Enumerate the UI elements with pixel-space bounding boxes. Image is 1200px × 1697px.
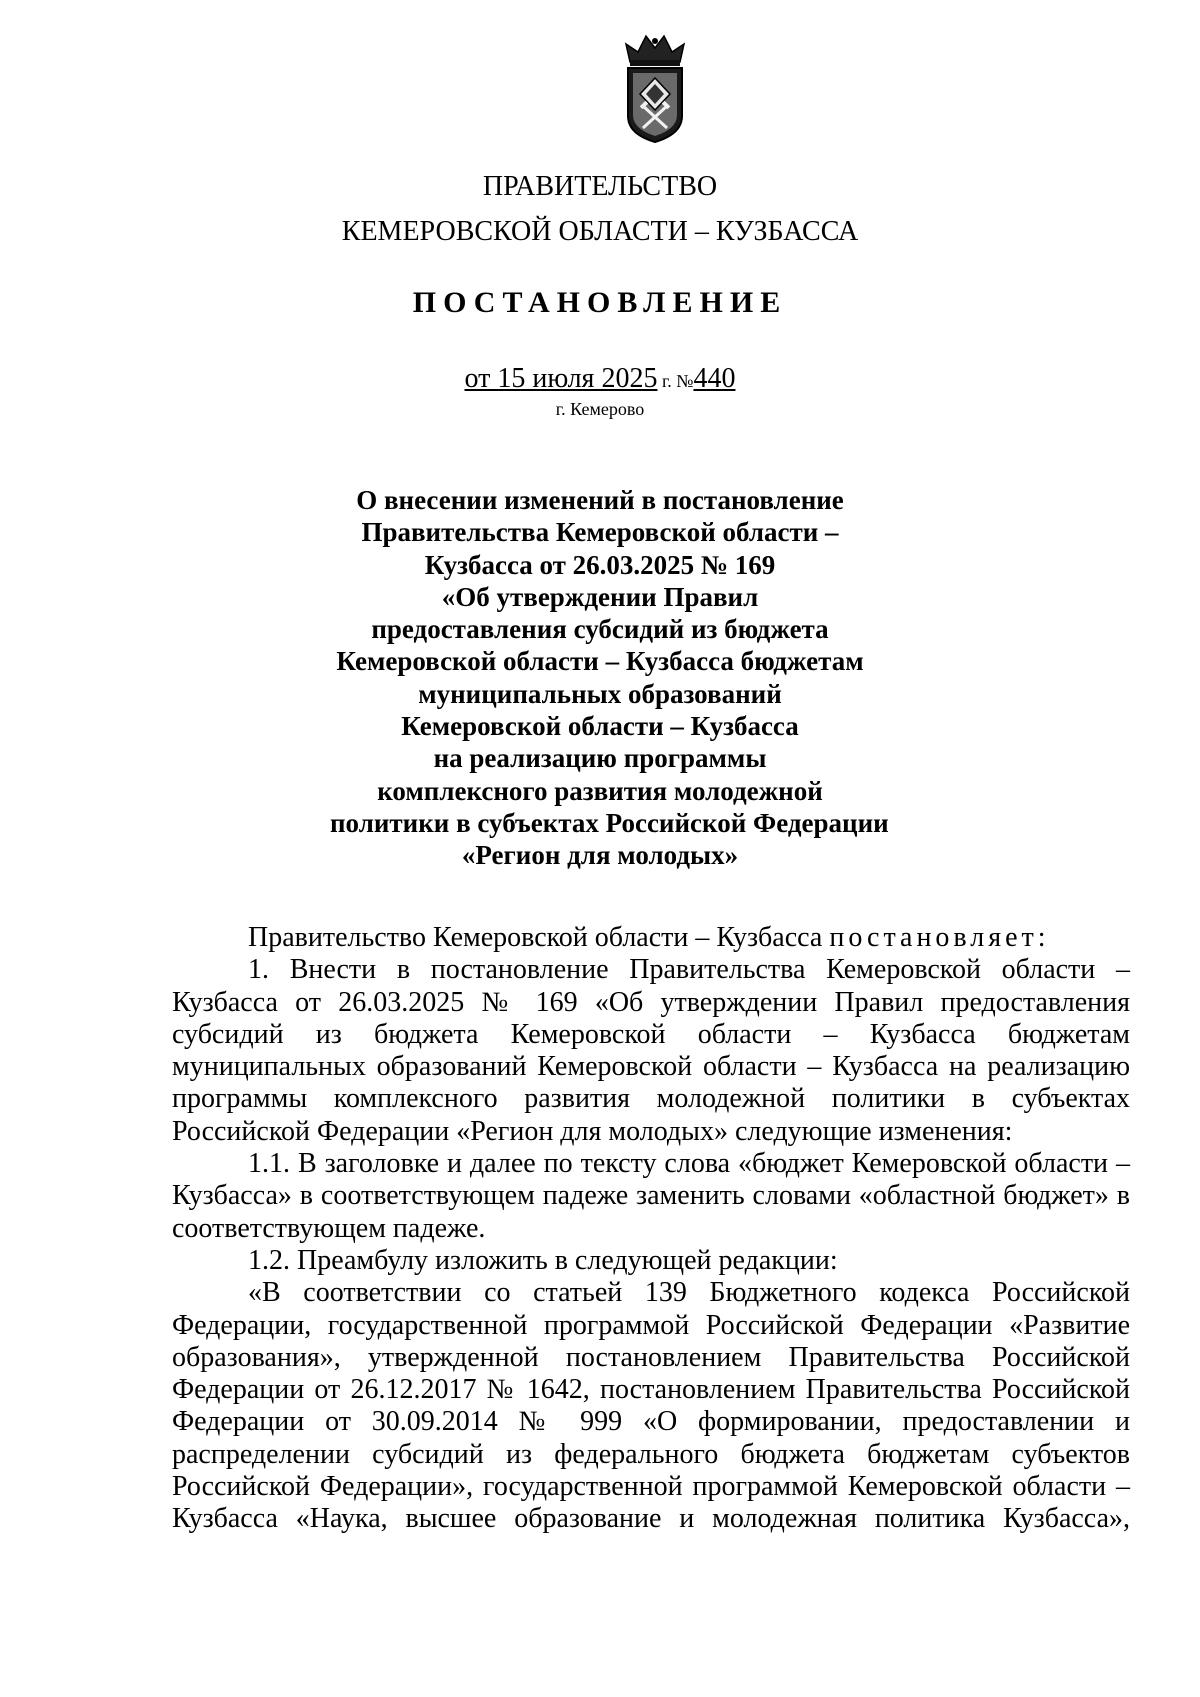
intro-text: Правительство Кемеровской области – Кузбасса <box>248 922 830 953</box>
paragraph-1-1: 1.1. В заголовке и далее по тексту слова «бюджет Кемеровской области – Кузбасса» в соответствующем падеже заменить словами «областной бюджет» в соответствующем падеже. <box>172 1148 1130 1244</box>
paragraph-1: 1. Внести в постановление Правительства Кемеровской области – Кузбасса от 26.03.2025 № 169 «Об утверждении Правил предоставления субсидий из бюджета Кемеровской области – Кузбасса бюджетам муниципальных образований Кемеровской области – Кузбасса на реализацию программы комплексного развития молодежной политики в субъектах Российской Федерации «Регион для молодых» следующие изменения: <box>172 954 1130 1147</box>
heading-line: предоставления субсидий из бюджета <box>371 614 829 645</box>
intro-resolves: постановляет <box>829 922 1038 953</box>
decree-date: от 15 июля 2025 <box>464 363 658 394</box>
kuzbass-coat-of-arms-icon <box>616 32 694 144</box>
paragraph-1-2: 1.2. Преамбулу изложить в следующей редакции: <box>248 1244 838 1276</box>
government-name-line-1: ПРАВИТЕЛЬСТВО <box>482 171 718 202</box>
heading-line: О внесении изменений в постановление <box>356 485 844 515</box>
document-type-title: ПОСТАНОВЛЕНИЕ <box>412 286 788 319</box>
decree-dateline <box>0 363 1200 397</box>
decree-body <box>172 922 1130 1536</box>
heading-line: Кузбасса от 26.03.2025 № 169 <box>424 549 776 580</box>
decree-number-label: г. № <box>657 371 694 391</box>
paragraph-preamble: «В соответствии со статьей 139 Бюджетного кодекса Российской Федерации, государственной программой Российской Федерации «Развитие образования», утвержденной постановлением Правительства Российской Федерации от 26.12.2017 № 1642, постановлением Правительства Российской Федерации от 30.09.2014 № 999 «О формировании, предоставлении и распределении субсидий из федерального бюджета бюджетам субъектов Российской Федерации», государственной программой Кемеровской области – Кузбасса «Наука, высшее образование и молодежная политика Кузбасса», <box>172 1277 1130 1535</box>
decree-heading <box>330 484 889 872</box>
resolution-intro <box>172 922 1130 954</box>
heading-line: «Об утверждении Правил <box>441 581 759 612</box>
heading-line: политики в субъектах Российской Федерации <box>330 807 889 838</box>
intro-colon: : <box>1037 922 1046 953</box>
heading-line: Кемеровской области – Кузбасса <box>401 711 799 742</box>
heading-line: Кемеровской области – Кузбасса бюджетам <box>336 646 864 677</box>
heading-line: на реализацию программы <box>433 743 767 774</box>
heading-line: комплексного развития молодежной <box>377 775 823 806</box>
heading-line: Правительства Кемеровской области – <box>361 517 839 548</box>
heading-line: муниципальных образований <box>418 678 782 709</box>
heading-line: «Регион для молодых» <box>461 840 739 871</box>
decree-city: г. Кемерово <box>555 399 645 419</box>
government-name-line-2: КЕМЕРОВСКОЙ ОБЛАСТИ – КУЗБАССА <box>341 216 859 247</box>
decree-number: 440 <box>693 363 736 394</box>
